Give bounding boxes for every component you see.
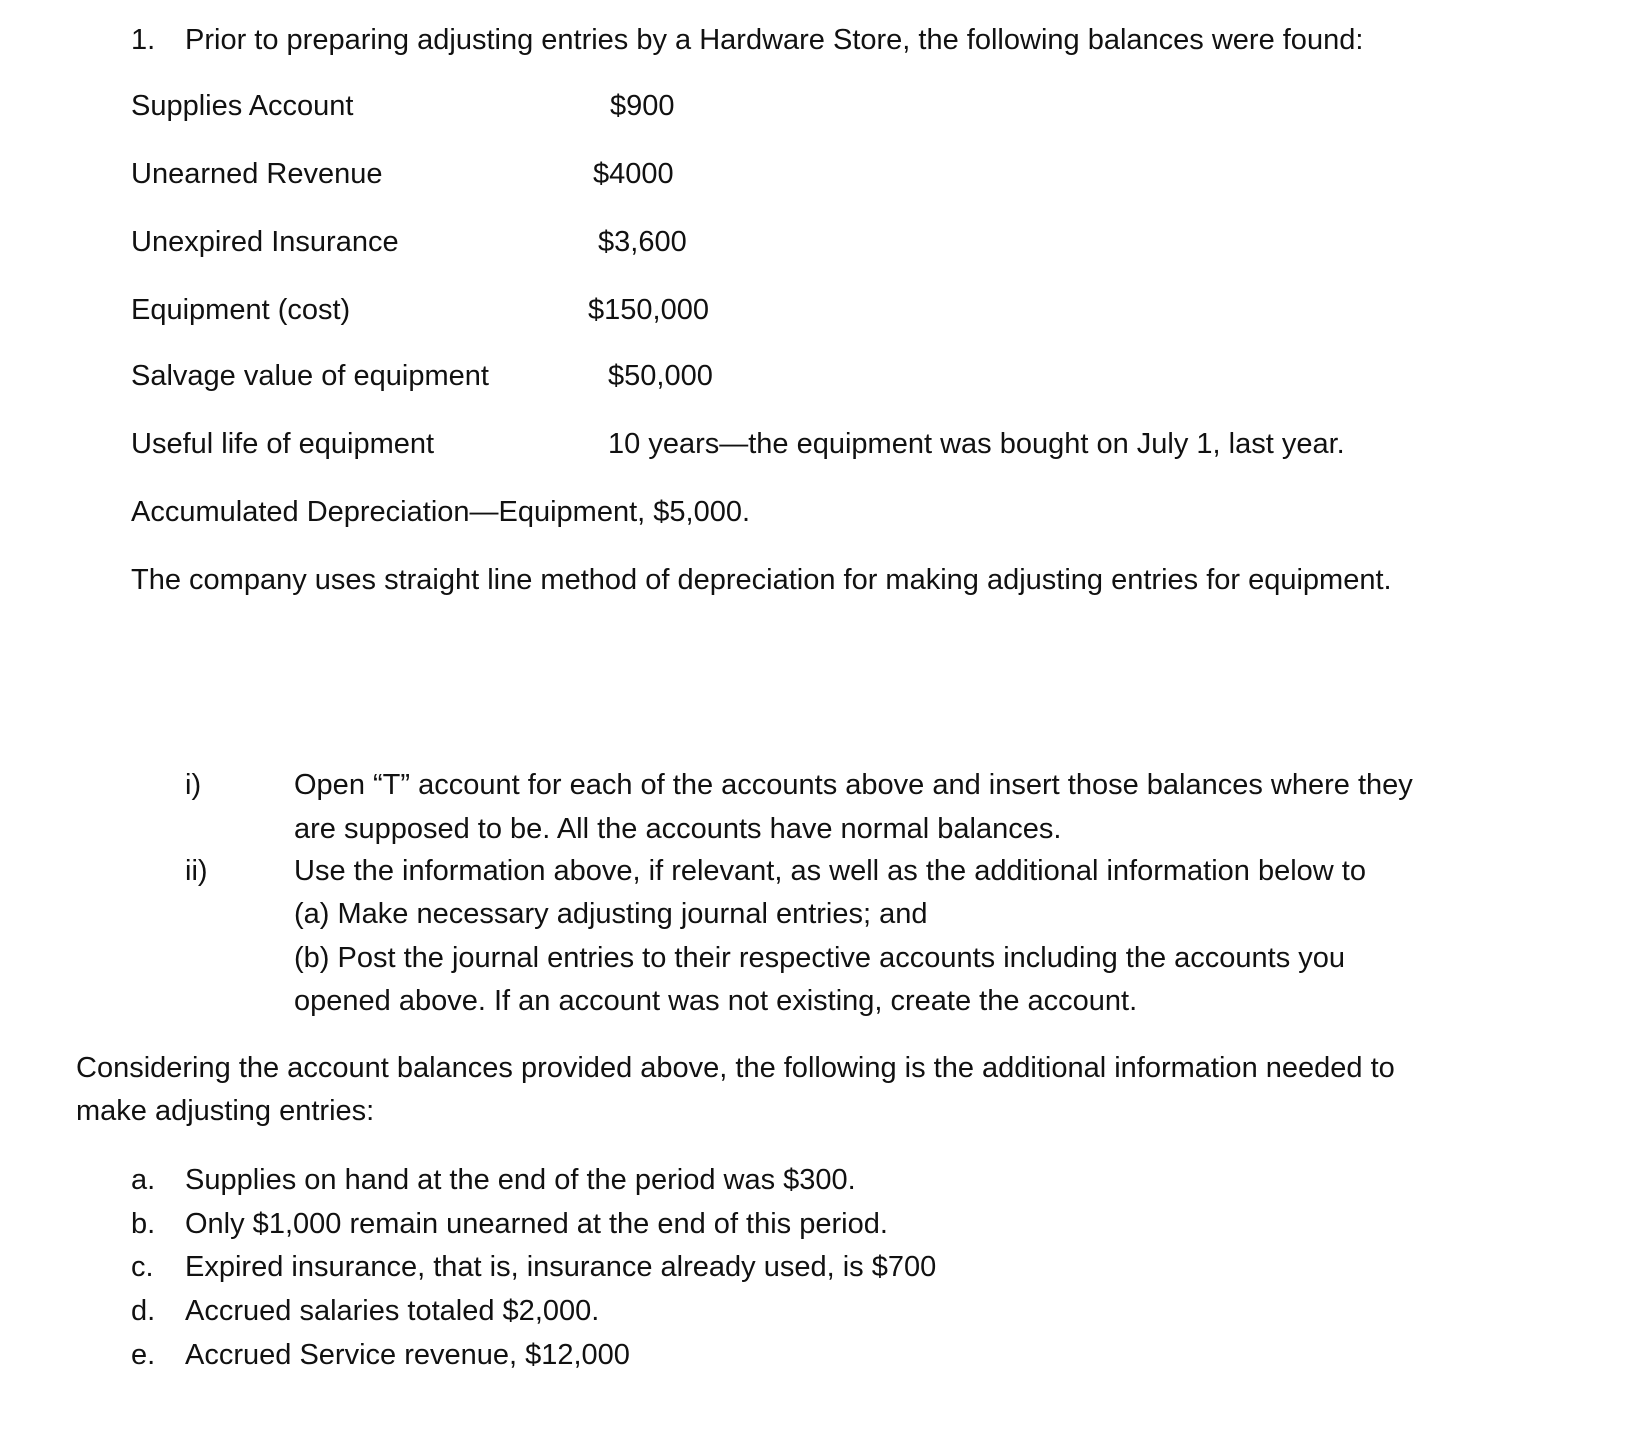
instruction-ii-line-1: Use the information above, if relevant, as well as the additional information below to <box>294 855 1366 887</box>
balance-value-salvage-value: $50,000 <box>608 360 713 392</box>
adjustment-text-c: Expired insurance, that is, insurance already used, is $700 <box>185 1251 937 1283</box>
instruction-marker-i: i) <box>185 769 202 801</box>
balance-label-salvage-value: Salvage value of equipment <box>131 360 489 392</box>
instruction-ii-line-2: (a) Make necessary adjusting journal entries; and <box>294 898 928 930</box>
context-line-2: make adjusting entries: <box>76 1095 375 1127</box>
balance-label-supplies: Supplies Account <box>131 90 354 122</box>
accumulated-depreciation-note: Accumulated Depreciation—Equipment, $5,000. <box>131 496 751 528</box>
question-number: 1. <box>131 24 156 56</box>
question-title: Prior to preparing adjusting entries by a Hardware Store, the following balances were found: <box>185 24 1364 56</box>
adjustment-letter-b: b. <box>131 1208 156 1240</box>
instruction-i-line-2: are supposed to be. All the accounts have normal balances. <box>294 813 1062 845</box>
instruction-ii-line-3: (b) Post the journal entries to their respective accounts including the accounts you <box>294 942 1346 974</box>
adjustment-letter-c: c. <box>131 1251 154 1283</box>
adjustment-letter-a: a. <box>131 1164 156 1196</box>
balance-label-unearned-revenue: Unearned Revenue <box>131 158 383 190</box>
balance-value-unexpired-insurance: $3,600 <box>598 226 687 258</box>
adjustment-text-e: Accrued Service revenue, $12,000 <box>185 1339 630 1371</box>
balance-label-unexpired-insurance: Unexpired Insurance <box>131 226 399 258</box>
instruction-i-line-1: Open “T” account for each of the accounts above and insert those balances where they <box>294 769 1413 801</box>
instruction-ii-line-4: opened above. If an account was not existing, create the account. <box>294 985 1138 1017</box>
balance-label-useful-life: Useful life of equipment <box>131 428 435 460</box>
context-line-1: Considering the account balances provided above, the following is the additional information needed to <box>76 1052 1395 1084</box>
instruction-marker-ii: ii) <box>185 855 208 887</box>
depreciation-method-note: The company uses straight line method of depreciation for making adjusting entries for equipment. <box>131 564 1392 596</box>
balance-label-equipment-cost: Equipment (cost) <box>131 294 351 326</box>
adjustment-text-b: Only $1,000 remain unearned at the end of this period. <box>185 1208 888 1240</box>
adjustment-letter-d: d. <box>131 1295 156 1327</box>
balance-value-equipment-cost: $150,000 <box>588 294 709 326</box>
adjustment-letter-e: e. <box>131 1339 156 1371</box>
adjustment-text-d: Accrued salaries totaled $2,000. <box>185 1295 600 1327</box>
adjustment-text-a: Supplies on hand at the end of the period was $300. <box>185 1164 856 1196</box>
balance-value-unearned-revenue: $4000 <box>593 158 674 190</box>
balance-value-useful-life: 10 years—the equipment was bought on July 1, last year. <box>608 428 1345 460</box>
balance-value-supplies: $900 <box>610 90 675 122</box>
